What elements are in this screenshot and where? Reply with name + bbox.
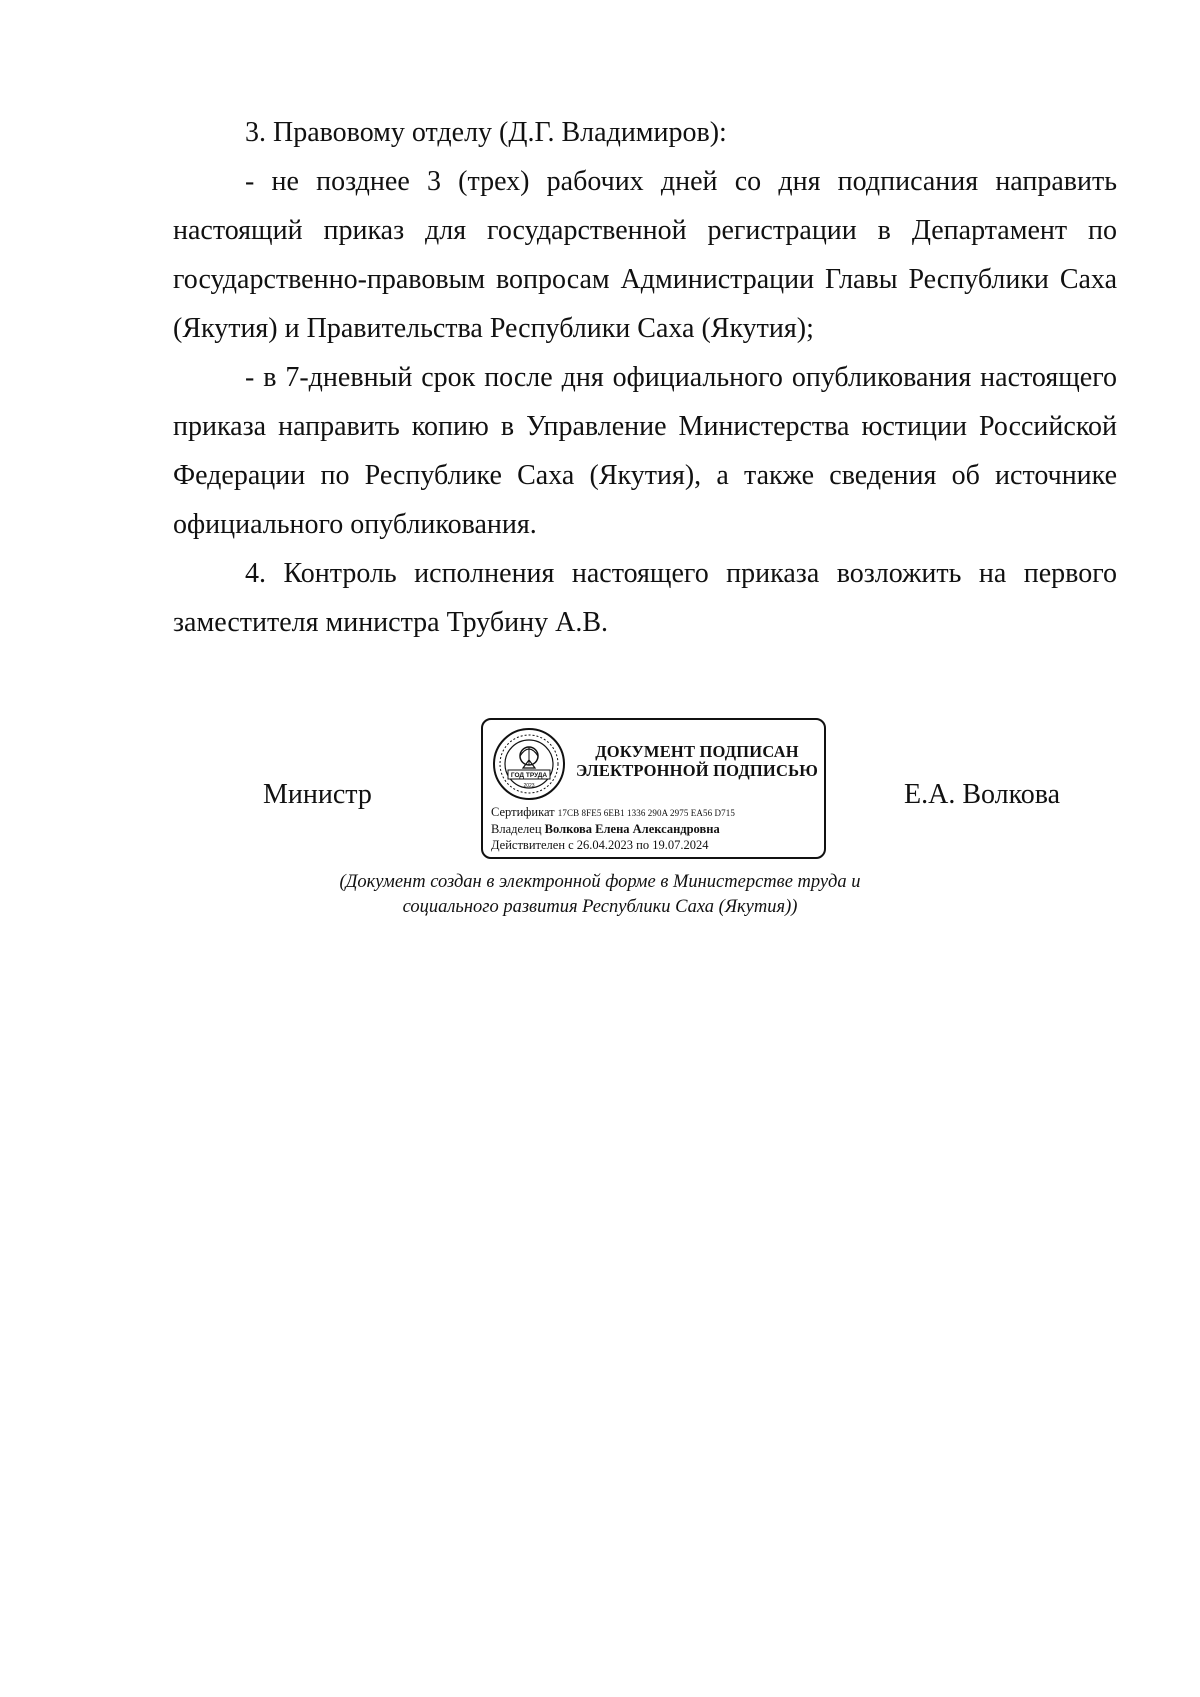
paragraph-3: 3. Правовому отделу (Д.Г. Владимиров): — [245, 117, 727, 148]
certificate-number: 17CB 8FE5 6EB1 1336 290A 2975 EA56 D715 — [557, 808, 735, 818]
emblem-label: ГОД ТРУДА — [510, 772, 548, 779]
certificate-details — [491, 804, 821, 853]
electronic-origin-note — [300, 870, 900, 920]
electronic-signature-stamp — [481, 718, 826, 859]
paragraph-3-item-2: - в 7-дневный срок после дня официального опубликования настоящего приказа направить копию в Управление Министерства юстиции Российской Федерации по Республике Саха (Якутия), а также сведения об источнике официального опубликования. — [173, 362, 1117, 540]
owner-name: Волкова Елена Александровна — [544, 822, 720, 836]
certificate-label: Сертификат — [491, 805, 555, 819]
owner-label: Владелец — [491, 822, 542, 836]
emblem-year: 2023 — [523, 783, 535, 789]
order-body — [173, 108, 1117, 647]
validity-row: Действителен с 26.04.2023 по 19.07.2024 — [491, 838, 709, 852]
stamp-title — [575, 742, 819, 780]
paragraph-3-item-1: - не позднее 3 (трех) рабочих дней со дня подписания направить настоящий приказ для государственной регистрации в Департамент по государственно-правовым вопросам Администрации Главы Республики Саха (Якутия) и Правительства Республики Саха (Якутия); — [173, 166, 1117, 344]
year-of-labor-emblem-icon — [491, 726, 567, 802]
stamp-title-line-2: ЭЛЕКТРОННОЙ ПОДПИСЬЮ — [576, 761, 818, 780]
signatory-position: Министр — [263, 779, 372, 810]
stamp-title-line-1: ДОКУМЕНТ ПОДПИСАН — [595, 742, 799, 761]
signatory-name: Е.А. Волкова — [904, 779, 1061, 810]
owner-row — [491, 821, 821, 837]
note-line-2: социального развития Республики Саха (Якутия)) — [402, 897, 798, 917]
note-line-1: (Документ создан в электронной форме в Министерстве труда и — [339, 872, 861, 892]
paragraph-4: 4. Контроль исполнения настоящего приказа возложить на первого заместителя министра Трубину А.В. — [173, 558, 1117, 638]
signature-block — [0, 718, 1200, 878]
certificate-row — [491, 804, 821, 821]
